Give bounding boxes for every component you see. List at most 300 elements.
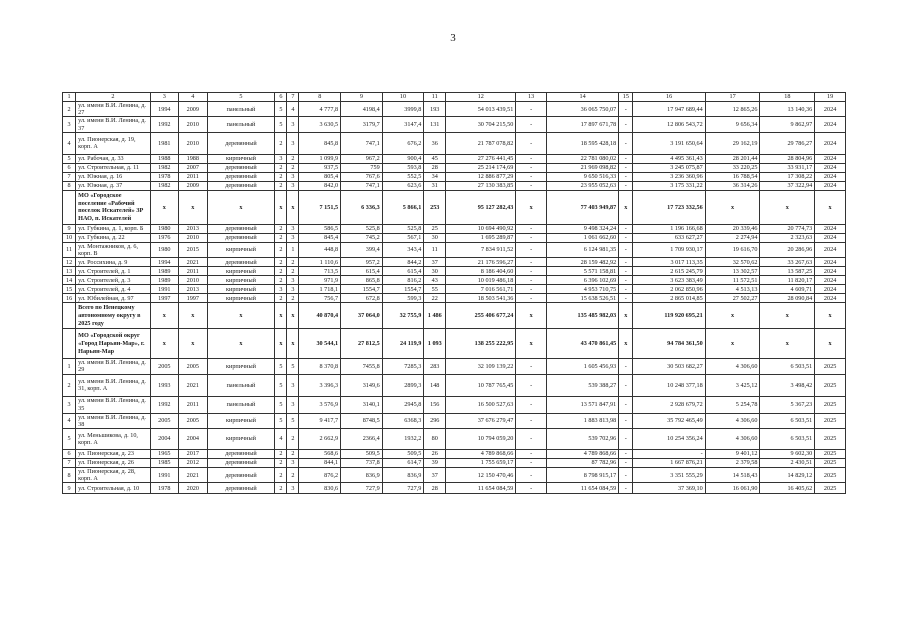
table-cell: 6 [63, 163, 76, 172]
table-cell: 7285,3 [382, 359, 424, 374]
address-cell: Всего по Ненецкому автономному округу в 2025 году [76, 303, 150, 329]
table-cell: 957,2 [341, 258, 383, 267]
table-cell: 3 [63, 117, 76, 132]
table-cell: 3 245 075,87 [633, 163, 705, 172]
table-cell: 16 500 527,63 [446, 396, 516, 413]
table-cell: 30 [424, 233, 446, 242]
table-cell: 8 186 404,60 [446, 267, 516, 276]
table-cell: 1981 [150, 132, 178, 154]
table-cell: 9 401,12 [705, 450, 760, 459]
table-cell: 1 093 [424, 329, 446, 359]
table-cell: 2005 [179, 359, 207, 374]
table-cell: x [516, 329, 547, 359]
table-cell: 900,4 [382, 154, 424, 163]
column-number-row [63, 93, 846, 102]
address-cell: ул. имени В.И. Ленина, д. 37 [76, 117, 150, 132]
table-cell: 2 [275, 450, 287, 459]
table-cell: 28 201,44 [705, 154, 760, 163]
table-cell: - [619, 267, 633, 276]
table-cell: 29 162,19 [705, 132, 760, 154]
table-cell: 1980 [150, 242, 178, 257]
table-cell: 2 615 245,79 [633, 267, 705, 276]
table-cell: 5 [275, 413, 287, 428]
table-cell: 3 175 331,22 [633, 181, 705, 190]
table-cell: - [619, 117, 633, 132]
table-cell: 2 274,94 [705, 233, 760, 242]
table-cell: деревянный [207, 468, 275, 483]
table-cell: - [619, 483, 633, 494]
table-cell: 5 [63, 154, 76, 163]
table-cell: 2 [287, 450, 299, 459]
table-cell: 745,2 [341, 233, 383, 242]
table-cell: деревянный [207, 233, 275, 242]
column-number-cell: 19 [815, 93, 846, 102]
table-cell: деревянный [207, 181, 275, 190]
table-cell: 2 [287, 258, 299, 267]
table-cell: - [516, 359, 547, 374]
table-cell: x [760, 190, 815, 224]
address-cell: ул. Пионерская, д. 28, корп. А [76, 468, 150, 483]
table-cell: 10 019 486,18 [446, 276, 516, 285]
table-cell: - [619, 163, 633, 172]
table-cell: 2 [63, 374, 76, 396]
table-cell: 836,9 [382, 468, 424, 483]
table-cell: 7 016 561,71 [446, 285, 516, 294]
table-cell: 2024 [815, 242, 846, 257]
table-cell: - [516, 117, 547, 132]
table-cell: 525,8 [341, 224, 383, 233]
table-cell: 2015 [179, 242, 207, 257]
table-cell: 9 656,34 [705, 117, 760, 132]
table-cell: - [516, 132, 547, 154]
table-row [63, 163, 846, 172]
table-cell: кирпичный [207, 294, 275, 303]
table-cell: 3 [287, 132, 299, 154]
table-cell: 1 755 659,17 [446, 459, 516, 468]
address-cell: ул. Губкина, д. 22 [76, 233, 150, 242]
table-cell: 552,5 [382, 172, 424, 181]
table-cell: 8 [63, 468, 76, 483]
table-cell: 3 351 555,29 [633, 468, 705, 483]
table-cell: 255 406 677,24 [446, 303, 516, 329]
table-cell: 13 [63, 267, 76, 276]
table-cell: 12 806 543,72 [633, 117, 705, 132]
table-cell: 6 503,51 [760, 359, 815, 374]
table-cell: 3149,6 [341, 374, 383, 396]
table-cell: 5 571 158,81 [546, 267, 618, 276]
table-cell: 2024 [815, 294, 846, 303]
address-cell: ул. имени В.И. Ленина, д. 31, корп. А [76, 374, 150, 396]
table-cell: 7 [63, 459, 76, 468]
table-cell: 727,9 [382, 483, 424, 494]
table-cell: 3140,1 [341, 396, 383, 413]
table-cell: 28 804,96 [760, 154, 815, 163]
table-cell: деревянный [207, 459, 275, 468]
table-cell: - [619, 459, 633, 468]
table-cell: 7 [63, 172, 76, 181]
table-cell: 2004 [150, 429, 178, 450]
table-cell: кирпичный [207, 359, 275, 374]
table-cell: 1 196 166,68 [633, 224, 705, 233]
table-cell: 283 [424, 359, 446, 374]
table-cell: 7455,8 [341, 359, 383, 374]
table-cell: 1988 [179, 154, 207, 163]
table-cell: панельный [207, 374, 275, 396]
table-cell: 1965 [150, 450, 178, 459]
table-cell: 11 820,17 [760, 276, 815, 285]
address-cell: ул. Россихина, д. 9 [76, 258, 150, 267]
column-number-cell: 3 [150, 93, 178, 102]
table-cell: x [705, 329, 760, 359]
table-cell: 9 417,7 [299, 413, 341, 428]
table-cell: - [619, 450, 633, 459]
address-cell: ул. Южная, д. 37 [76, 181, 150, 190]
table-cell: 2 [275, 267, 287, 276]
table-cell: - [619, 154, 633, 163]
table-cell: 2 [275, 224, 287, 233]
table-cell: 3 [287, 224, 299, 233]
table-cell: 17 308,22 [760, 172, 815, 181]
table-row [63, 483, 846, 494]
table-cell: 33 220,25 [705, 163, 760, 172]
table-cell: 4 [287, 102, 299, 117]
column-number-cell: 13 [516, 93, 547, 102]
table-cell: 3 017 113,35 [633, 258, 705, 267]
table-cell: - [516, 102, 547, 117]
table-cell: 156 [424, 396, 446, 413]
table-row [63, 181, 846, 190]
table-cell: - [619, 429, 633, 450]
table-cell: 25 214 174,69 [446, 163, 516, 172]
table-cell: 2021 [179, 468, 207, 483]
table-cell: 2366,4 [341, 429, 383, 450]
table-cell: 4 306,60 [705, 413, 760, 428]
table-cell: 23 955 052,63 [546, 181, 618, 190]
table-cell: 2024 [815, 163, 846, 172]
table-cell: - [619, 233, 633, 242]
table-cell: 1997 [150, 294, 178, 303]
table-cell: 3 [287, 396, 299, 413]
table-cell: 20 286,96 [760, 242, 815, 257]
table-cell: 1 [287, 242, 299, 257]
table-row [63, 294, 846, 303]
column-number-cell: 5 [207, 93, 275, 102]
table-cell: x [815, 303, 846, 329]
table-cell: 3 [287, 285, 299, 294]
table-cell: x [287, 329, 299, 359]
table-cell: 2 [275, 233, 287, 242]
table-cell: 43 470 861,45 [546, 329, 618, 359]
table-cell: 2 [275, 181, 287, 190]
table-row [63, 429, 846, 450]
table-cell: 80 [424, 429, 446, 450]
table-cell: 525,8 [382, 224, 424, 233]
table-cell: 1991 [150, 468, 178, 483]
table-cell: 2 [287, 163, 299, 172]
table-cell: x [207, 329, 275, 359]
table-cell: 12 886 877,29 [446, 172, 516, 181]
table-cell: - [516, 233, 547, 242]
table-cell: 836,9 [341, 468, 383, 483]
table-cell: 2 [287, 468, 299, 483]
table-cell: 3179,7 [341, 117, 383, 132]
table-cell: x [150, 303, 178, 329]
table-row [63, 154, 846, 163]
table-cell: 6 503,51 [760, 413, 815, 428]
table-cell: 876,2 [299, 468, 341, 483]
table-cell: 7 151,5 [299, 190, 341, 224]
table-cell: 30 704 215,50 [446, 117, 516, 132]
table-cell: 586,5 [299, 224, 341, 233]
column-number-cell: 8 [299, 93, 341, 102]
table-cell: кирпичный [207, 154, 275, 163]
table-cell: 2024 [815, 172, 846, 181]
table-cell: 27 502,27 [705, 294, 760, 303]
table-cell: 37 369,10 [633, 483, 705, 494]
table-cell: - [619, 258, 633, 267]
table-cell: 2024 [815, 224, 846, 233]
table-cell: 3 576,9 [299, 396, 341, 413]
table-cell: x [516, 303, 547, 329]
table-cell: x [179, 303, 207, 329]
table-cell: x [760, 329, 815, 359]
table-cell: 26 [424, 450, 446, 459]
address-cell: ул. имени В.И. Ленина, д. 29 [76, 359, 150, 374]
table-cell: 2 [275, 483, 287, 494]
table-cell: 22 781 080,02 [546, 154, 618, 163]
table-cell: 9 650 516,33 [546, 172, 618, 181]
table-row [63, 242, 846, 257]
table-row [63, 224, 846, 233]
table-cell: 16 405,62 [760, 483, 815, 494]
table-cell: 2010 [179, 276, 207, 285]
table-cell: 37 [424, 258, 446, 267]
table-cell: - [619, 468, 633, 483]
table-cell: - [516, 429, 547, 450]
table-cell: 747,1 [341, 181, 383, 190]
table-cell: 599,3 [382, 294, 424, 303]
table-cell: 4 [63, 132, 76, 154]
table-cell: 135 485 982,03 [546, 303, 618, 329]
table-cell: деревянный [207, 132, 275, 154]
table-cell: 21 969 098,82 [546, 163, 618, 172]
table-cell: 28 159 482,92 [546, 258, 618, 267]
table-cell: 5 [63, 429, 76, 450]
address-cell: ул. Пионерская, д. 19, корп. А [76, 132, 150, 154]
table-cell: 747,1 [341, 132, 383, 154]
table-row [63, 374, 846, 396]
address-cell: ул. Юбилейная, д. 97 [76, 294, 150, 303]
address-cell: ул. Меньшикова, д. 10, корп. А [76, 429, 150, 450]
table-cell: 1993 [150, 374, 178, 396]
table-cell: 2899,3 [382, 374, 424, 396]
table-cell: 865,8 [341, 276, 383, 285]
address-cell: ул. Пионерская, д. 26 [76, 459, 150, 468]
table-cell [63, 303, 76, 329]
table-cell: 2009 [179, 181, 207, 190]
column-number-cell: 17 [705, 93, 760, 102]
table-cell: 77 403 949,87 [546, 190, 618, 224]
table-cell: 11 654 084,59 [546, 483, 618, 494]
table-cell: 5 254,78 [705, 396, 760, 413]
table-cell: 32 570,62 [705, 258, 760, 267]
table-cell: - [516, 396, 547, 413]
column-number-cell: 7 [287, 93, 299, 102]
table-cell: 36 314,26 [705, 181, 760, 190]
address-cell: ул. Губкина, д. 1, корп. Б [76, 224, 150, 233]
table-cell: 509,5 [382, 450, 424, 459]
table-cell: 3 [287, 172, 299, 181]
table-cell: 1976 [150, 233, 178, 242]
table-cell: 737,8 [341, 459, 383, 468]
table-cell: 25 [424, 224, 446, 233]
table-cell: 568,6 [299, 450, 341, 459]
table-cell: 539 702,96 [546, 429, 618, 450]
table-cell: 1554,7 [341, 285, 383, 294]
table-cell: 13 587,25 [760, 267, 815, 276]
table-cell: 55 [424, 285, 446, 294]
table-cell: 4198,4 [341, 102, 383, 117]
table-cell: 3999,8 [382, 102, 424, 117]
table-row [63, 413, 846, 428]
table-cell: 9 498 324,24 [546, 224, 618, 233]
table-row [63, 117, 846, 132]
table-cell: 1994 [150, 102, 178, 117]
table-cell: - [516, 154, 547, 163]
table-cell: 138 255 222,95 [446, 329, 516, 359]
table-cell: 3 [275, 285, 287, 294]
table-cell: 11 [424, 242, 446, 257]
table-cell: 2 062 850,96 [633, 285, 705, 294]
table-cell: 3 [287, 181, 299, 190]
table-cell: 615,4 [382, 267, 424, 276]
table-cell: 2 [287, 267, 299, 276]
table-cell: 816,2 [382, 276, 424, 285]
address-cell: ул. Строительная, д. 10 [76, 483, 150, 494]
column-number-cell: 14 [546, 93, 618, 102]
table-cell: 2 [275, 294, 287, 303]
table-cell: 1 605 456,93 [546, 359, 618, 374]
table-cell: 2024 [815, 233, 846, 242]
table-cell: - [516, 450, 547, 459]
table-cell: 2012 [179, 459, 207, 468]
page-number: 3 [450, 32, 456, 44]
table-cell: 2005 [179, 413, 207, 428]
table-cell: 1 486 [424, 303, 446, 329]
table-cell: 12 865,26 [705, 102, 760, 117]
table-cell: 19 616,70 [705, 242, 760, 257]
table-cell: 30 [424, 267, 446, 276]
table-cell: 2024 [815, 258, 846, 267]
table-cell: 18 595 428,18 [546, 132, 618, 154]
table-cell: 2013 [179, 224, 207, 233]
table-cell: 3 425,12 [705, 374, 760, 396]
table-cell: 623,6 [382, 181, 424, 190]
table-cell: 16 [63, 294, 76, 303]
table-cell: 759 [341, 163, 383, 172]
table-cell: 5 [275, 359, 287, 374]
table-cell: 28 [424, 483, 446, 494]
column-number-cell: 16 [633, 93, 705, 102]
table-cell: - [619, 172, 633, 181]
table-cell: 2 [275, 163, 287, 172]
table-cell: 5 [287, 413, 299, 428]
table-cell: - [619, 276, 633, 285]
address-cell: ул. имени В.И. Ленина, д. 35 [76, 396, 150, 413]
table-cell: - [516, 276, 547, 285]
table-cell: кирпичный [207, 242, 275, 257]
address-cell: ул. Монтажников, д. 6, корп. В [76, 242, 150, 257]
address-cell: ул. Строителей, д. 4 [76, 285, 150, 294]
table-cell: кирпичный [207, 429, 275, 450]
subtotal-row [63, 190, 846, 224]
table-cell: 2013 [179, 285, 207, 294]
table-cell: 343,4 [382, 242, 424, 257]
table-cell: 4 306,60 [705, 359, 760, 374]
table-cell: 1991 [150, 285, 178, 294]
table-row [63, 267, 846, 276]
table-cell: 2 928 679,72 [633, 396, 705, 413]
table-cell: x [275, 190, 287, 224]
table-cell: - [619, 132, 633, 154]
table-cell: 4 495 361,43 [633, 154, 705, 163]
table-cell: x [619, 303, 633, 329]
table-cell: 845,4 [299, 233, 341, 242]
table-cell: 4 789 868,66 [446, 450, 516, 459]
table-cell: 31 [424, 181, 446, 190]
table-cell: 10 694 490,92 [446, 224, 516, 233]
table-cell: 6368,3 [382, 413, 424, 428]
table-cell: x [619, 190, 633, 224]
table-cell: 767,6 [341, 172, 383, 181]
table-cell: 845,8 [299, 132, 341, 154]
table-cell: x [207, 303, 275, 329]
table-cell: 2024 [815, 132, 846, 154]
table-cell: 2024 [815, 154, 846, 163]
table-cell: 4 777,8 [299, 102, 341, 117]
table-cell: 16 061,90 [705, 483, 760, 494]
table-cell: 2017 [179, 450, 207, 459]
table-cell: 2 [287, 154, 299, 163]
table-cell: - [619, 396, 633, 413]
address-cell: ул. Пионерская, д. 23 [76, 450, 150, 459]
address-cell: ул. Строителей, д. 3 [76, 276, 150, 285]
table-cell: 2 [275, 258, 287, 267]
table-cell: 2945,8 [382, 396, 424, 413]
table-cell: 5 [275, 117, 287, 132]
table-cell: 2 [287, 429, 299, 450]
table-cell: 32 755,9 [382, 303, 424, 329]
table-cell: 2025 [815, 396, 846, 413]
table-cell: 2010 [179, 117, 207, 132]
table-cell: 1992 [150, 117, 178, 132]
table-cell: 727,9 [341, 483, 383, 494]
table-cell: - [633, 450, 705, 459]
table-cell: x [815, 329, 846, 359]
table-cell: 842,0 [299, 181, 341, 190]
table-row [63, 276, 846, 285]
table-cell: 2024 [815, 102, 846, 117]
table-cell: 37 064,0 [341, 303, 383, 329]
table-cell: 967,2 [341, 154, 383, 163]
table-cell: - [619, 413, 633, 428]
table-cell: 1980 [150, 224, 178, 233]
table-cell: 1982 [150, 163, 178, 172]
table-cell: кирпичный [207, 413, 275, 428]
table-cell: 5 367,23 [760, 396, 815, 413]
table-cell: 21 176 596,27 [446, 258, 516, 267]
housing-register-table [62, 92, 846, 494]
